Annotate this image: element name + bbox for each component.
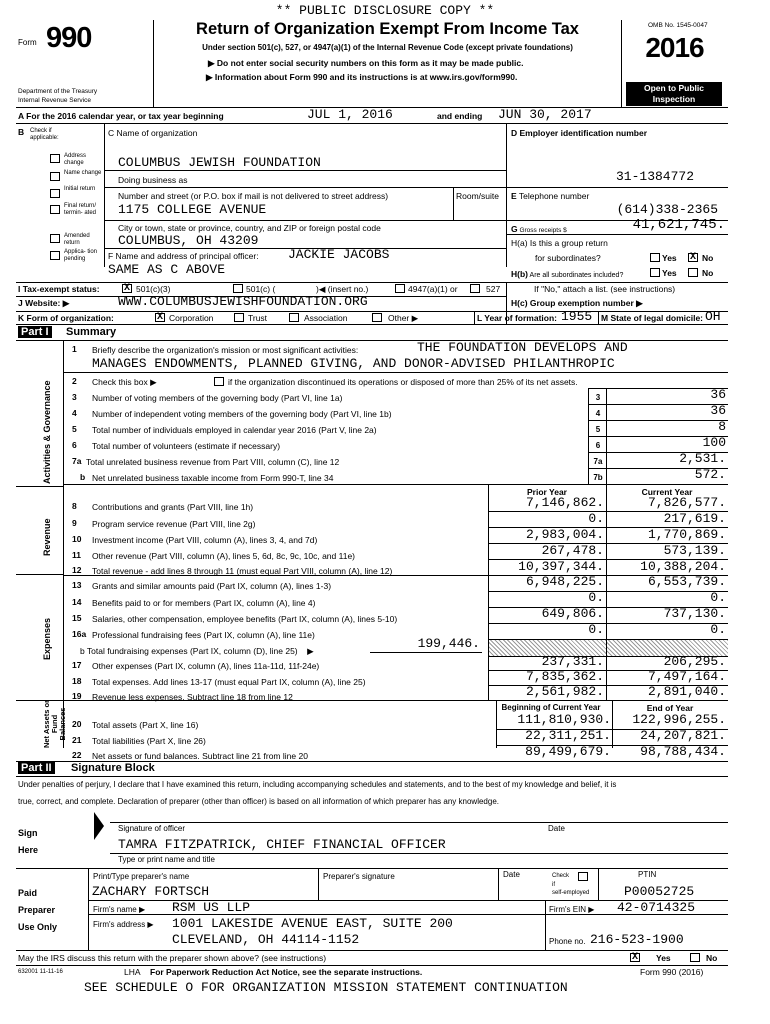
hb-yes-checkbox[interactable] [650,268,660,277]
side-activities-governance: Activities & Governance [42,380,52,484]
schedule-o-note: SEE SCHEDULE O FOR ORGANIZATION MISSION STATEMENT CONTINUATION [84,980,568,995]
tax-year-begin: JUL 1, 2016 [307,107,393,122]
gross-receipts: 41,621,745. [632,217,725,233]
city-state-zip: COLUMBUS, OH 43209 [118,233,259,248]
firm-name: RSM US LLP [172,900,251,915]
irs-label: Internal Revenue Service [18,97,91,104]
discontinued-checkbox[interactable] [214,377,224,386]
org-name: COLUMBUS JEWISH FOUNDATION [118,155,321,170]
paperwork-notice: For Paperwork Reduction Act Notice, see the separate instructions. [150,967,423,977]
initial-return-checkbox[interactable] [50,189,60,198]
firm-phone: 216-523-1900 [590,932,684,947]
address-change-label: Address change [64,153,87,166]
mission-line2: MANAGES ENDOWMENTS, PLANNED GIVING, AND DONOR-ADVISED PHILANTHROPIC [92,356,615,371]
disclosure-banner: ** PUBLIC DISCLOSURE COPY ** [275,3,495,18]
other-checkbox[interactable] [372,313,382,322]
part1-title: Summary [66,326,117,338]
penalty-line2: true, correct, and complete. Declaration of preparer (other than officer) is based on all information of which preparer has any knowledge. [18,797,499,806]
officer-name-title: TAMRA FITZPATRICK, CHIEF FINANCIAL OFFICER [118,837,446,852]
info-notice: ▶ Information about Form 990 and its instructions is at www.irs.gov/form990. [206,72,518,82]
ha-yes-checkbox[interactable] [650,253,660,262]
part1-tag: Part I [18,326,52,338]
eoy-header: End of Year [646,703,694,713]
501c3-checkbox[interactable]: X [123,283,130,294]
firm-address-line2: CLEVELAND, OH 44114-1152 [172,932,360,947]
omb-number: OMB No. 1545-0047 [648,22,708,29]
boy-header: Beginning of Current Year [501,703,601,712]
discuss-question: May the IRS discuss this return with the preparer shown above? (see instructions) [18,953,327,963]
mission-line1: THE FOUNDATION DEVELOPS AND [417,340,628,355]
phone-value: (614)338-2365 [616,202,718,217]
officer-address: SAME AS C ABOVE [108,262,226,277]
firm-address-line1: 1001 LAKESIDE AVENUE EAST, SUITE 200 [172,916,453,931]
part2-tag: Part II [18,762,55,774]
side-net-assets: Net Assets or Fund Balances [42,699,67,749]
penalty-line1: Under penalties of perjury, I declare that I have examined this return, including accompanying schedules and statements, and to the best of my knowledge and belief, it is [18,780,617,789]
discuss-no-checkbox[interactable] [690,953,700,962]
527-checkbox[interactable] [470,284,480,293]
501c-checkbox[interactable] [233,284,243,293]
association-checkbox[interactable] [289,313,299,322]
website: WWW.COLUMBUSJEWISHFOUNDATION.ORG [118,294,368,309]
firm-ein: 42-0714325 [617,900,696,915]
corporation-checkbox[interactable]: X [156,312,163,323]
form-subtitle: Under section 501(c), 527, or 4947(a)(1) of the Internal Revenue Code (except private foundations) [202,43,573,52]
final-return-checkbox[interactable] [50,205,60,214]
ssn-notice: ▶ Do not enter social security numbers on this form as it may be made public. [208,58,524,68]
tax-year-end: JUN 30, 2017 [498,107,592,122]
prior-year-header: Prior Year [526,487,567,497]
address-change-checkbox[interactable] [50,154,60,163]
state-domicile: OH [705,309,721,324]
form-footer: Form 990 (2016) [640,967,704,977]
part2-title: Signature Block [71,762,155,774]
trust-checkbox[interactable] [234,313,244,322]
ein-value: 31-1384772 [615,169,694,184]
preparer-name: ZACHARY FORTSCH [92,884,210,899]
amended-return-checkbox[interactable] [50,234,60,243]
side-revenue: Revenue [42,518,52,556]
form-word: Form [18,38,37,47]
year-formation: 1955 [561,309,593,324]
ha-no-checkbox[interactable]: X [689,252,696,263]
sign-arrow-icon [92,812,106,872]
name-change-checkbox[interactable] [50,172,60,181]
hb-no-checkbox[interactable] [688,268,698,277]
principal-officer: JACKIE JACOBS [288,247,390,262]
side-expenses: Expenses [42,617,52,660]
ptin-value: P00052725 [624,884,695,899]
discuss-yes-checkbox[interactable]: X [631,952,638,963]
4947-checkbox[interactable] [395,284,405,293]
tax-year: 2016 [645,32,704,63]
application-pending-checkbox[interactable] [50,251,60,260]
line-a-label: A For the 2016 calendar year, or tax year beginning [18,111,224,121]
dept-treasury: Department of the Treasury [18,88,98,95]
self-employed-checkbox[interactable] [578,872,588,881]
form-number: 990 [46,22,92,54]
current-year-header: Current Year [641,487,693,497]
form-code: 632001 11-11-16 [18,969,63,975]
form-title: Return of Organization Exempt From Income Tax [196,20,579,38]
street-address: 1175 COLLEGE AVENUE [118,202,267,217]
